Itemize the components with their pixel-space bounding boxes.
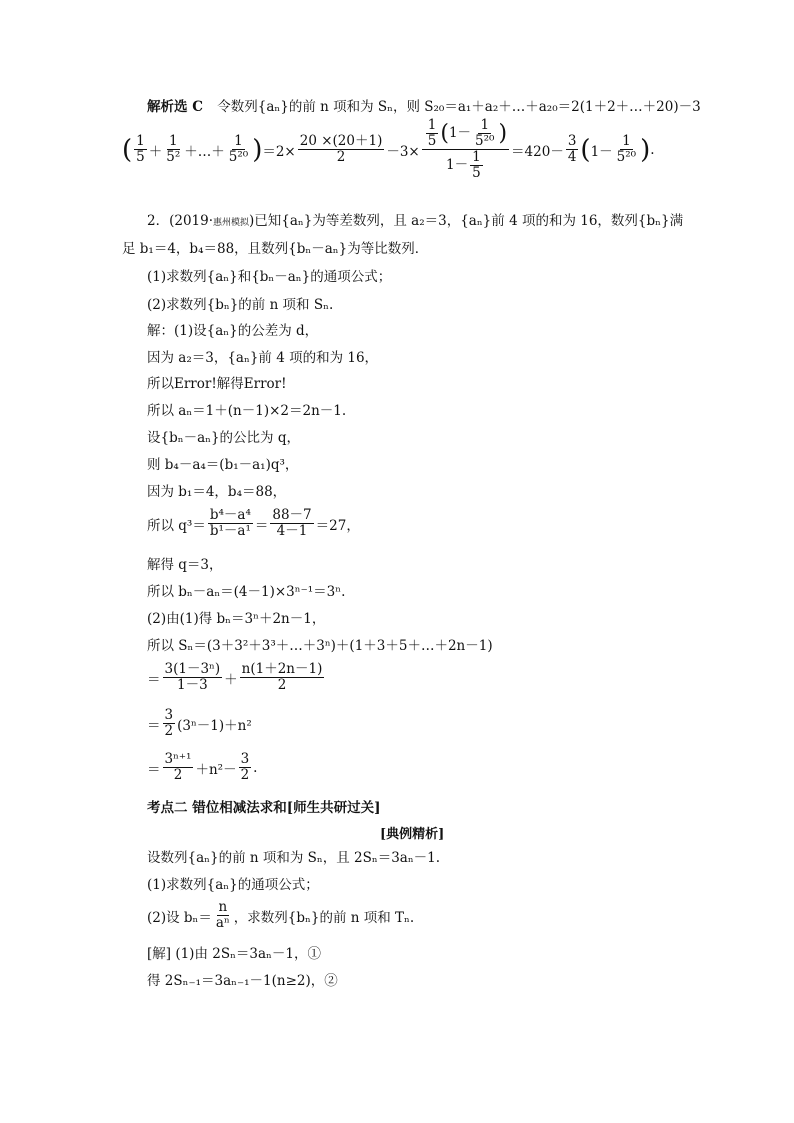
solution-step-1: 解：(1)设{aₙ}的公差为 d， xyxy=(147,323,319,339)
solution-step-15: ＝ $\frac{\text{3ⁿ⁺¹}}{2}$ ＋n²－ $\frac{3}{2}$ . xyxy=(147,751,258,783)
solution-step-13: ＝ $\frac{\text{3(1－3ⁿ)}}{1-3}$ ＋ $\frac{n(1+2n-1)}{2}$ xyxy=(147,661,323,693)
formula-minus3: －3× xyxy=(386,143,420,160)
example-q2: (2)设 bₙ＝ $\frac{n}{\text{aⁿ}}$ ，求数列{bₙ}的前 n 项和 Tₙ. xyxy=(147,899,415,931)
solution-step-10: 所以 bₙ－aₙ＝(4－1)×3ⁿ⁻¹＝3ⁿ. xyxy=(147,584,346,600)
solution-step-12: 所以 Sₙ＝(3＋3²＋3³＋…＋3ⁿ)＋(1＋3＋5＋…＋2n－1) xyxy=(147,638,493,654)
section-subtitle: [典例精析] xyxy=(380,827,445,842)
sum-formula: ( $\frac{1}{5}$ ＋ $\frac{1}{\text{5²}}$ ＋…＋ $\frac{1}{\text{5²⁰}}$ ) ＝2× $\frac{20 \times(20+1)}{2}$ －3× $\frac{1}{5}$ ( 1－ $\frac{1}{\text{5²⁰}}$ ) 1－ $\frac{1}{5}$ ＝420－ $\frac{3}{4}$ ( 1－ $\frac{1}{\text{5²⁰}}$ ) . xyxy=(122,117,655,181)
example-solution-2: 得 2Sₙ₋₁＝3aₙ₋₁－1(n≥2)，② xyxy=(147,973,338,989)
example-q1: (1)求数列{aₙ}的通项公式； xyxy=(147,877,319,893)
solution-step-3: 所以Error!解得Error! xyxy=(147,376,287,392)
frac-arith: $\frac{20 \times(20+1)}{2}$ xyxy=(299,133,383,165)
solution-step-8: 所以 q³＝ $\frac{\text{b⁴－a⁴}}{\text{b¹－a¹}}$ ＝ $\frac{88-7}{4-1}$ ＝27， xyxy=(147,507,360,539)
example-solution-1: [解] (1)由 2Sₙ＝3aₙ－1，① xyxy=(147,946,321,962)
source-label: 惠州模拟 xyxy=(213,218,250,228)
solution-step-4: 所以 aₙ＝1＋(n－1)×2＝2n－1. xyxy=(147,403,347,419)
solution-label: 解析选 C xyxy=(147,99,203,115)
formula-eq1: ＝2× xyxy=(262,143,296,160)
solution-step-5: 设{bₙ－aₙ}的公比为 q， xyxy=(147,430,300,446)
frac-geo: $\frac{1}{5}$ ( 1－ $\frac{1}{\text{5²⁰}}$ ) 1－ $\frac{1}{5}$ xyxy=(422,118,509,181)
frac-1-5: $\frac{1}{5}$ xyxy=(136,133,145,165)
solution-header-text: 令数列{aₙ}的前 n 项和为 Sₙ，则 S₂₀＝a₁＋a₂＋…＋a₂₀＝2(1＋2＋…＋20)－3 xyxy=(217,99,701,115)
solution-step-11: (2)由(1)得 bₙ＝3ⁿ＋2n－1， xyxy=(147,611,326,627)
problem2-line2: 足 b₁＝4，b₄＝88，且数列{bₙ－aₙ}为等比数列． xyxy=(122,241,429,257)
solution-step-7: 因为 b₁＝4，b₄＝88， xyxy=(147,484,287,500)
solution-step-2: 因为 a₂＝3，{aₙ}前 4 项的和为 16， xyxy=(147,350,379,366)
section-title: 考点二 错位相减法求和[师生共研过关] xyxy=(147,800,381,816)
problem2-q2: (2)求数列{bₙ}的前 n 项和 Sₙ. xyxy=(147,297,334,313)
frac-1-5-20: $\frac{1}{\text{5²⁰}}$ xyxy=(228,133,249,165)
solution-step-9: 解得 q＝3， xyxy=(147,557,223,573)
formula-result: ＝420－ xyxy=(511,143,564,160)
frac-3-4: $\frac{3}{4}$ xyxy=(567,133,577,165)
example-problem: 设数列{aₙ}的前 n 项和为 Sₙ，且 2Sₙ＝3aₙ－1. xyxy=(147,850,441,866)
problem2-q1: (1)求数列{aₙ}和{bₙ－aₙ}的通项公式； xyxy=(147,269,392,285)
frac-1-5sq: $\frac{1}{\text{5²}}$ xyxy=(166,133,181,165)
solution-step-6: 则 b₄－a₄＝(b₁－a₁)q³， xyxy=(147,457,299,473)
solution-step-14: ＝ $\frac{3}{2}$ (3ⁿ－1)＋n² xyxy=(147,707,252,739)
problem2-line1: 2．(2019·惠州模拟)已知{aₙ}为等差数列，且 a₂＝3，{aₙ}前 4 项的和为 16，数列{bₙ}满 xyxy=(147,213,684,229)
solution-header xyxy=(147,98,701,116)
